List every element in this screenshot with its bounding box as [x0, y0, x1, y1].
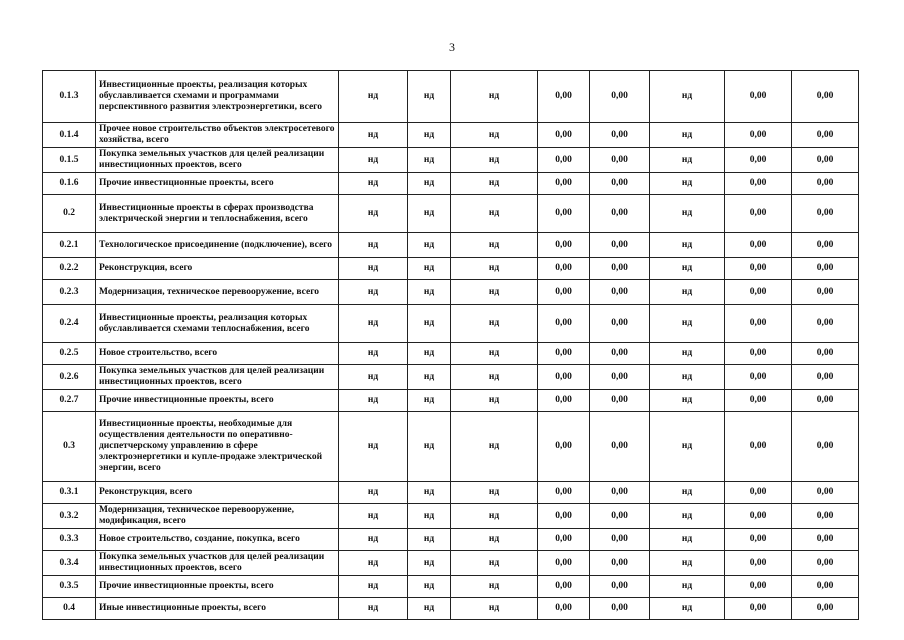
row-value: 0,00: [590, 195, 650, 233]
row-value: 0,00: [792, 123, 859, 148]
row-value: нд: [408, 365, 451, 390]
table-row: [43, 280, 859, 305]
row-value: нд: [650, 390, 725, 412]
row-value: нд: [650, 148, 725, 173]
table-row: [43, 504, 859, 529]
row-value: 0,00: [538, 173, 590, 195]
table-row: [43, 305, 859, 343]
row-code: 0.2.2: [43, 258, 96, 280]
row-value: нд: [650, 412, 725, 482]
row-value: нд: [650, 71, 725, 123]
row-value: нд: [451, 390, 538, 412]
table-row: [43, 529, 859, 551]
row-value: нд: [451, 233, 538, 258]
row-value: 0,00: [590, 343, 650, 365]
row-value: нд: [650, 482, 725, 504]
row-value: нд: [451, 412, 538, 482]
row-value: 0,00: [725, 365, 792, 390]
row-value: 0,00: [725, 71, 792, 123]
row-name: Модернизация, техническое перевооружение, всего: [96, 280, 339, 305]
row-code: 0.1.6: [43, 173, 96, 195]
row-value: 0,00: [538, 598, 590, 620]
row-value: нд: [650, 280, 725, 305]
row-value: 0,00: [725, 598, 792, 620]
row-value: нд: [408, 148, 451, 173]
row-value: 0,00: [590, 173, 650, 195]
row-name: Прочие инвестиционные проекты, всего: [96, 576, 339, 598]
row-value: 0,00: [725, 390, 792, 412]
table-row: [43, 343, 859, 365]
row-value: 0,00: [725, 280, 792, 305]
row-value: 0,00: [590, 504, 650, 529]
row-value: нд: [408, 233, 451, 258]
row-code: 0.2.6: [43, 365, 96, 390]
row-value: 0,00: [538, 123, 590, 148]
row-value: 0,00: [792, 233, 859, 258]
table-row: [43, 390, 859, 412]
row-value: нд: [339, 258, 408, 280]
row-value: 0,00: [725, 123, 792, 148]
row-value: нд: [408, 258, 451, 280]
row-value: нд: [650, 365, 725, 390]
row-name: Инвестиционные проекты, реализация которых обуславливается схемами теплоснабжения, всего: [96, 305, 339, 343]
row-name: Новое строительство, всего: [96, 343, 339, 365]
table-body: [43, 71, 859, 620]
row-value: нд: [451, 576, 538, 598]
row-value: нд: [408, 482, 451, 504]
investment-table: [42, 70, 859, 620]
row-value: нд: [650, 258, 725, 280]
row-value: нд: [451, 343, 538, 365]
row-value: нд: [451, 598, 538, 620]
row-code: 0.3.5: [43, 576, 96, 598]
row-value: 0,00: [590, 412, 650, 482]
row-value: 0,00: [725, 412, 792, 482]
row-value: 0,00: [538, 343, 590, 365]
row-code: 0.1.5: [43, 148, 96, 173]
row-code: 0.4: [43, 598, 96, 620]
row-value: 0,00: [725, 305, 792, 343]
row-value: 0,00: [538, 412, 590, 482]
row-value: нд: [451, 482, 538, 504]
row-code: 0.2.5: [43, 343, 96, 365]
row-value: 0,00: [590, 576, 650, 598]
row-value: 0,00: [792, 529, 859, 551]
row-value: нд: [408, 195, 451, 233]
row-name: Иные инвестиционные проекты, всего: [96, 598, 339, 620]
row-value: 0,00: [792, 504, 859, 529]
row-value: 0,00: [590, 529, 650, 551]
row-value: 0,00: [538, 280, 590, 305]
row-value: нд: [339, 598, 408, 620]
row-value: нд: [451, 71, 538, 123]
row-value: 0,00: [538, 305, 590, 343]
row-value: 0,00: [538, 529, 590, 551]
row-value: нд: [451, 305, 538, 343]
row-value: нд: [451, 173, 538, 195]
row-value: нд: [339, 71, 408, 123]
row-value: 0,00: [725, 343, 792, 365]
row-value: нд: [408, 390, 451, 412]
table-row: [43, 123, 859, 148]
row-value: 0,00: [725, 233, 792, 258]
table-row: [43, 576, 859, 598]
row-value: нд: [408, 504, 451, 529]
row-value: нд: [451, 504, 538, 529]
row-value: 0,00: [725, 195, 792, 233]
row-value: 0,00: [538, 71, 590, 123]
row-value: 0,00: [538, 390, 590, 412]
row-value: 0,00: [590, 365, 650, 390]
row-name: Инвестиционные проекты в сферах производства электрической энергии и теплоснабжения, всего: [96, 195, 339, 233]
row-value: 0,00: [792, 258, 859, 280]
row-name: Прочие инвестиционные проекты, всего: [96, 390, 339, 412]
row-name: Покупка земельных участков для целей реализации инвестиционных проектов, всего: [96, 551, 339, 576]
page-number: 3: [449, 40, 455, 54]
row-name: Новое строительство, создание, покупка, всего: [96, 529, 339, 551]
row-code: 0.3.4: [43, 551, 96, 576]
row-value: 0,00: [538, 258, 590, 280]
row-value: нд: [650, 195, 725, 233]
row-value: нд: [339, 551, 408, 576]
row-code: 0.2.1: [43, 233, 96, 258]
table-row: [43, 71, 859, 123]
row-value: нд: [339, 280, 408, 305]
row-value: 0,00: [792, 71, 859, 123]
row-value: 0,00: [792, 343, 859, 365]
row-name: Реконструкция, всего: [96, 258, 339, 280]
row-value: 0,00: [792, 280, 859, 305]
row-value: 0,00: [538, 576, 590, 598]
table-row: [43, 412, 859, 482]
row-value: нд: [408, 123, 451, 148]
row-code: 0.2.4: [43, 305, 96, 343]
row-value: нд: [650, 529, 725, 551]
row-value: 0,00: [792, 195, 859, 233]
row-value: нд: [339, 123, 408, 148]
row-value: нд: [451, 365, 538, 390]
row-code: 0.2.3: [43, 280, 96, 305]
table-row: [43, 365, 859, 390]
row-value: 0,00: [792, 305, 859, 343]
row-value: нд: [339, 305, 408, 343]
row-value: нд: [650, 305, 725, 343]
row-value: нд: [339, 576, 408, 598]
row-code: 0.3.2: [43, 504, 96, 529]
table-row: [43, 258, 859, 280]
row-value: нд: [650, 123, 725, 148]
row-value: 0,00: [590, 123, 650, 148]
row-value: 0,00: [725, 529, 792, 551]
row-value: 0,00: [538, 482, 590, 504]
row-value: 0,00: [590, 598, 650, 620]
row-value: 0,00: [590, 71, 650, 123]
row-code: 0.2: [43, 195, 96, 233]
table-row: [43, 551, 859, 576]
row-value: 0,00: [725, 258, 792, 280]
row-value: 0,00: [725, 551, 792, 576]
row-value: нд: [339, 504, 408, 529]
row-value: нд: [408, 305, 451, 343]
row-value: 0,00: [725, 504, 792, 529]
row-value: нд: [339, 390, 408, 412]
row-value: нд: [451, 148, 538, 173]
row-value: нд: [451, 123, 538, 148]
row-value: 0,00: [590, 148, 650, 173]
row-name: Инвестиционные проекты, реализация которых обуславливается схемами и программами перспективного развития электроэнергетики, всего: [96, 71, 339, 123]
row-value: нд: [408, 173, 451, 195]
row-value: нд: [408, 551, 451, 576]
row-value: 0,00: [792, 576, 859, 598]
row-name: Покупка земельных участков для целей реализации инвестиционных проектов, всего: [96, 365, 339, 390]
row-name: Прочее новое строительство объектов электросетевого хозяйства, всего: [96, 123, 339, 148]
table-row: [43, 173, 859, 195]
table-row: [43, 148, 859, 173]
row-code: 0.1.4: [43, 123, 96, 148]
table-row: [43, 233, 859, 258]
row-value: нд: [408, 412, 451, 482]
row-value: 0,00: [590, 390, 650, 412]
row-value: 0,00: [725, 148, 792, 173]
row-value: 0,00: [538, 504, 590, 529]
row-value: нд: [650, 598, 725, 620]
row-value: нд: [339, 482, 408, 504]
row-code: 0.3: [43, 412, 96, 482]
row-value: нд: [650, 233, 725, 258]
row-value: нд: [451, 258, 538, 280]
row-name: Реконструкция, всего: [96, 482, 339, 504]
row-value: нд: [451, 195, 538, 233]
row-name: Прочие инвестиционные проекты, всего: [96, 173, 339, 195]
row-code: 0.3.1: [43, 482, 96, 504]
row-value: нд: [650, 173, 725, 195]
row-value: 0,00: [590, 280, 650, 305]
row-value: нд: [451, 551, 538, 576]
row-value: нд: [650, 576, 725, 598]
row-value: нд: [650, 551, 725, 576]
table-row: [43, 482, 859, 504]
row-value: 0,00: [590, 551, 650, 576]
row-value: 0,00: [590, 233, 650, 258]
row-value: нд: [650, 343, 725, 365]
row-value: нд: [408, 598, 451, 620]
row-value: 0,00: [538, 365, 590, 390]
row-name: Инвестиционные проекты, необходимые для осуществления деятельности по оперативно-диспетчерскому управлению в сфере электроэнергетики и купле-продаже электрической энергии, всего: [96, 412, 339, 482]
row-value: нд: [339, 412, 408, 482]
row-value: нд: [650, 504, 725, 529]
row-value: нд: [408, 343, 451, 365]
row-value: 0,00: [792, 412, 859, 482]
row-value: 0,00: [725, 173, 792, 195]
row-value: 0,00: [538, 195, 590, 233]
row-name: Технологическое присоединение (подключение), всего: [96, 233, 339, 258]
row-value: 0,00: [590, 305, 650, 343]
row-code: 0.2.7: [43, 390, 96, 412]
row-value: 0,00: [792, 482, 859, 504]
row-value: нд: [451, 529, 538, 551]
row-code: 0.3.3: [43, 529, 96, 551]
row-value: 0,00: [792, 598, 859, 620]
row-value: нд: [339, 173, 408, 195]
row-value: 0,00: [538, 148, 590, 173]
table-row: [43, 195, 859, 233]
row-value: нд: [408, 529, 451, 551]
row-value: нд: [339, 343, 408, 365]
row-value: 0,00: [590, 482, 650, 504]
table-row: [43, 598, 859, 620]
row-value: 0,00: [725, 482, 792, 504]
row-value: нд: [339, 195, 408, 233]
row-value: нд: [451, 280, 538, 305]
row-value: 0,00: [792, 365, 859, 390]
row-value: нд: [408, 280, 451, 305]
row-value: 0,00: [538, 551, 590, 576]
row-value: 0,00: [792, 551, 859, 576]
row-code: 0.1.3: [43, 71, 96, 123]
row-value: 0,00: [792, 390, 859, 412]
row-value: нд: [339, 233, 408, 258]
row-value: 0,00: [792, 148, 859, 173]
row-value: 0,00: [725, 576, 792, 598]
row-value: нд: [339, 529, 408, 551]
row-value: нд: [339, 148, 408, 173]
row-value: 0,00: [538, 233, 590, 258]
row-value: нд: [408, 71, 451, 123]
row-name: Покупка земельных участков для целей реализации инвестиционных проектов, всего: [96, 148, 339, 173]
row-value: нд: [408, 576, 451, 598]
row-value: нд: [339, 365, 408, 390]
row-value: 0,00: [792, 173, 859, 195]
row-name: Модернизация, техническое перевооружение, модификация, всего: [96, 504, 339, 529]
row-value: 0,00: [590, 258, 650, 280]
